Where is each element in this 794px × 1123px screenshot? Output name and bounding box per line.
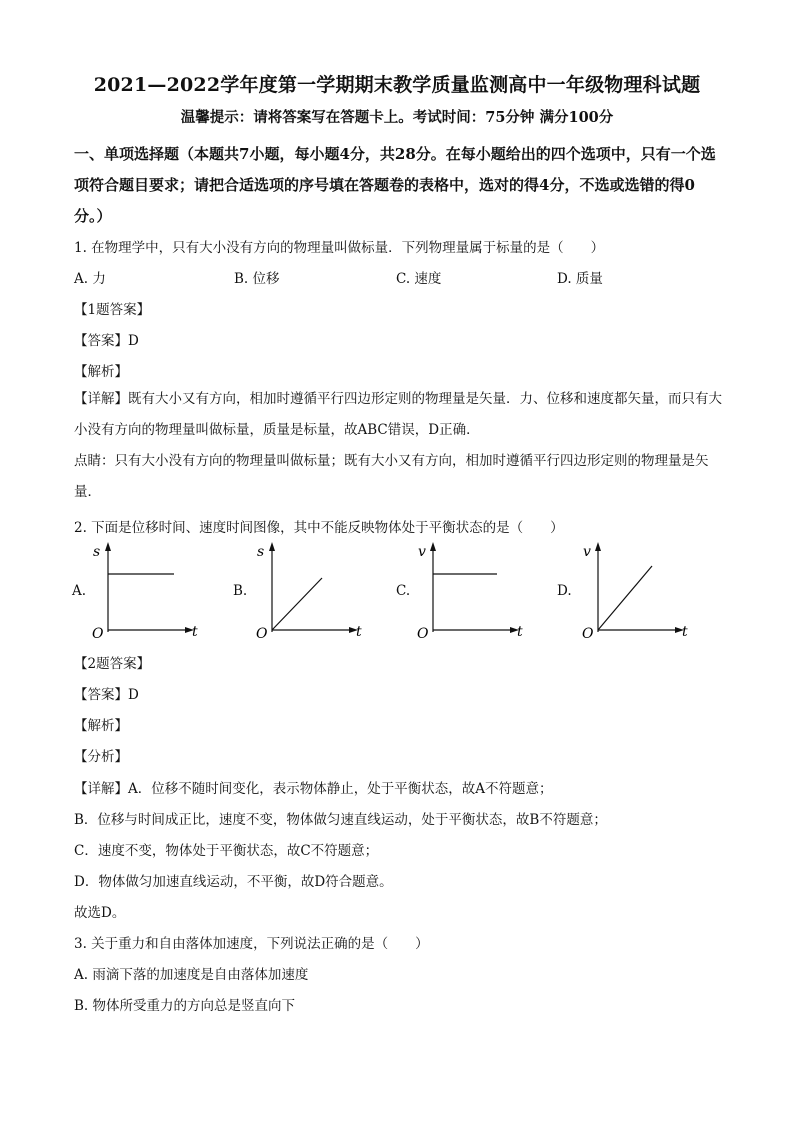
q1-option-c: C. 速度 xyxy=(396,271,442,287)
q1-answer: 【答案】D xyxy=(74,333,139,349)
graph-a-y-arrow xyxy=(105,542,111,551)
graph-c-origin: O xyxy=(417,626,429,642)
graph-a-y-label: s xyxy=(93,544,101,560)
graph-b xyxy=(252,540,372,640)
q3-option-b: B. 物体所受重力的方向总是竖直向下 xyxy=(74,998,296,1014)
graph-b-origin: O xyxy=(256,626,268,642)
q1-analysis-header: 【解析】 xyxy=(74,364,128,380)
q2-answer-header: 【2题答案】 xyxy=(74,656,151,672)
graph-a xyxy=(88,540,208,640)
q1-detail: 【详解】既有大小又有方向，相加时遵循平行四边形定则的物理量是矢量．力、位移和速度都矢量，而只有大小没有方向的物理量叫做标量，质量是标量，故ABC错误，D正确． xyxy=(74,391,722,438)
graph-b-line xyxy=(272,578,322,630)
graph-d-y-label: v xyxy=(583,544,591,560)
q1-answer-header: 【1题答案】 xyxy=(74,302,151,318)
q2-conclusion: 故选D。 xyxy=(74,905,126,921)
graph-d-line xyxy=(598,566,652,630)
graph-c-y-label: v xyxy=(418,544,426,560)
q2-fenxi: 【分析】 xyxy=(74,749,128,765)
graph-d xyxy=(578,540,698,640)
graph-a-x-label: t xyxy=(192,624,198,640)
exam-tip: 温馨提示：请将答案写在答题卡上。考试时间：75分钟 满分100分 xyxy=(180,109,614,126)
q2-answer: 【答案】D xyxy=(74,687,139,703)
q2-analysis-header: 【解析】 xyxy=(74,718,128,734)
graph-a-origin: O xyxy=(92,626,104,642)
graph-b-label: B. xyxy=(233,583,248,599)
q1-option-d: D. 质量 xyxy=(557,271,603,287)
graph-c-y-arrow xyxy=(430,542,436,551)
graph-a-label: A. xyxy=(72,583,87,599)
graph-d-y-arrow xyxy=(595,542,601,551)
exam-title: 2021—2022学年度第一学期期末教学质量监测高中一年级物理科试题 xyxy=(93,74,701,96)
q1-stem: 1. 在物理学中，只有大小没有方向的物理量叫做标量．下列物理量属于标量的是（ ） xyxy=(74,240,605,256)
q1-option-b: B. 位移 xyxy=(234,271,280,287)
q3-stem: 3. 关于重力和自由落体加速度，下列说法正确的是（ ） xyxy=(74,936,429,952)
q2-detail-a: 【详解】A．位移不随时间变化，表示物体静止，处于平衡状态，故A不符题意； xyxy=(74,781,553,797)
q1-note: 点睛：只有大小没有方向的物理量叫做标量；既有大小又有方向，相加时遵循平行四边形定则的物理量是矢量． xyxy=(74,453,709,500)
q3-option-a: A. 雨滴下落的加速度是自由落体加速度 xyxy=(74,967,309,983)
q2-detail-d: D．物体做匀加速直线运动，不平衡，故D符合题意。 xyxy=(74,874,393,890)
section-heading: 一、单项选择题（本题共7小题，每小题4分，共28分。在每小题给出的四个选项中，只有一个选项符合题目要求；请把合适选项的序号填在答题卷的表格中，选对的得4分，不选或选错的得0分。） xyxy=(74,145,716,225)
graph-b-y-label: s xyxy=(257,544,265,560)
graph-b-y-arrow xyxy=(269,542,275,551)
q2-detail-b: B．位移与时间成正比，速度不变，物体做匀速直线运动，处于平衡状态，故B不符题意； xyxy=(74,812,607,828)
q1-option-a: A. 力 xyxy=(74,271,106,287)
graph-d-origin: O xyxy=(582,626,594,642)
q2-detail-c: C．速度不变，物体处于平衡状态，故C不符题意； xyxy=(74,843,379,859)
graph-d-x-label: t xyxy=(682,624,688,640)
graph-d-label: D. xyxy=(557,583,572,599)
q2-stem: 2. 下面是位移时间、速度时间图像，其中不能反映物体处于平衡状态的是（ ） xyxy=(74,520,564,536)
graph-c xyxy=(413,540,533,640)
graph-c-label: C. xyxy=(396,583,411,599)
graph-c-x-label: t xyxy=(517,624,523,640)
graph-b-x-label: t xyxy=(356,624,362,640)
